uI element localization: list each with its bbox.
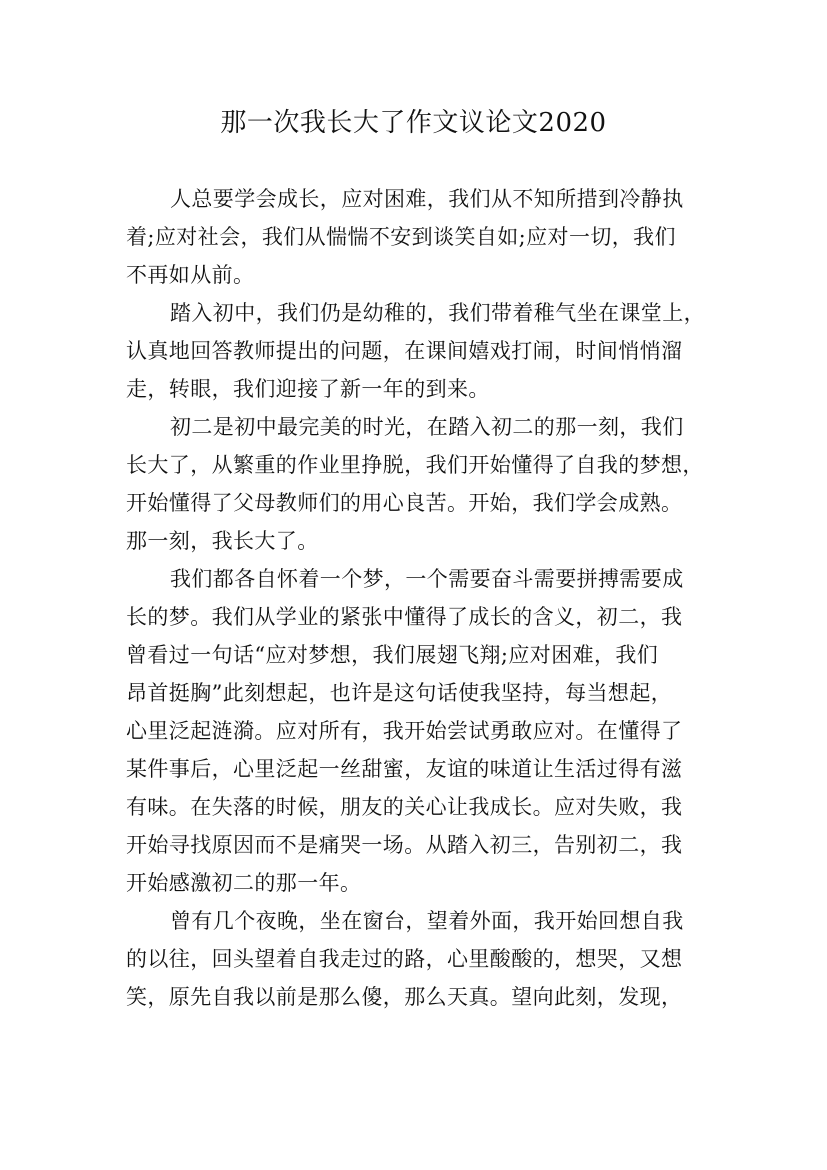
text-line: 有味。在失落的时候，朋友的关心让我成长。应对失败，我: [126, 795, 683, 819]
text-line: 我们都各自怀着一个梦，一个需要奋斗需要拼搏需要成: [170, 567, 684, 591]
text-line: 笑，原先自我以前是那么傻，那么天真。望向此刻，发现，: [126, 985, 683, 1009]
text-line: 着;应对社会，我们从惴惴不安到谈笑自如;应对一切，我们: [126, 225, 676, 249]
text-line: 踏入初中，我们仍是幼稚的，我们带着稚气坐在课堂上，: [170, 301, 705, 325]
text-line: 人总要学会成长，应对困难，我们从不知所措到冷静执: [170, 187, 684, 211]
text-line: 曾有几个夜晚，坐在窗台，望着外面，我开始回想自我: [170, 909, 684, 933]
text-line: 的以往，回头望着自我走过的路，心里酸酸的，想哭，又想: [126, 947, 683, 971]
text-line: 开始感激初二的那一年。: [126, 871, 362, 895]
text-line: 长的梦。我们从学业的紧张中懂得了成长的含义，初二，我: [126, 605, 683, 629]
document-body: [126, 180, 711, 1016]
text-line: 不再如从前。: [126, 263, 255, 287]
text-line: 那一刻，我长大了。: [126, 529, 319, 553]
text-line: 某件事后，心里泛起一丝甜蜜，友谊的味道让生活过得有滋: [126, 757, 683, 781]
text-line: 开始懂得了父母教师们的用心良苦。开始，我们学会成熟。: [126, 491, 683, 515]
text-line: 曾看过一句话“应对梦想，我们展翅飞翔;应对困难，我们: [126, 643, 659, 667]
text-line: 开始寻找原因而不是痛哭一场。从踏入初三，告别初二，我: [126, 833, 683, 857]
text-line: 认真地回答教师提出的问题，在课间嬉戏打闹，时间悄悄溜: [126, 339, 683, 363]
document-title: 那一次我长大了作文议论文2020: [220, 108, 607, 138]
text-line: 昂首挺胸”此刻想起，也许是这句话使我坚持，每当想起，: [126, 681, 673, 705]
text-line: 初二是初中最完美的时光，在踏入初二的那一刻，我们: [170, 415, 684, 439]
text-line: 走，转眼，我们迎接了新一年的到来。: [126, 377, 490, 401]
text-line: 长大了，从繁重的作业里挣脱，我们开始懂得了自我的梦想，: [126, 453, 704, 477]
text-line: 心里泛起涟漪。应对所有，我开始尝试勇敢应对。在懂得了: [126, 719, 683, 743]
